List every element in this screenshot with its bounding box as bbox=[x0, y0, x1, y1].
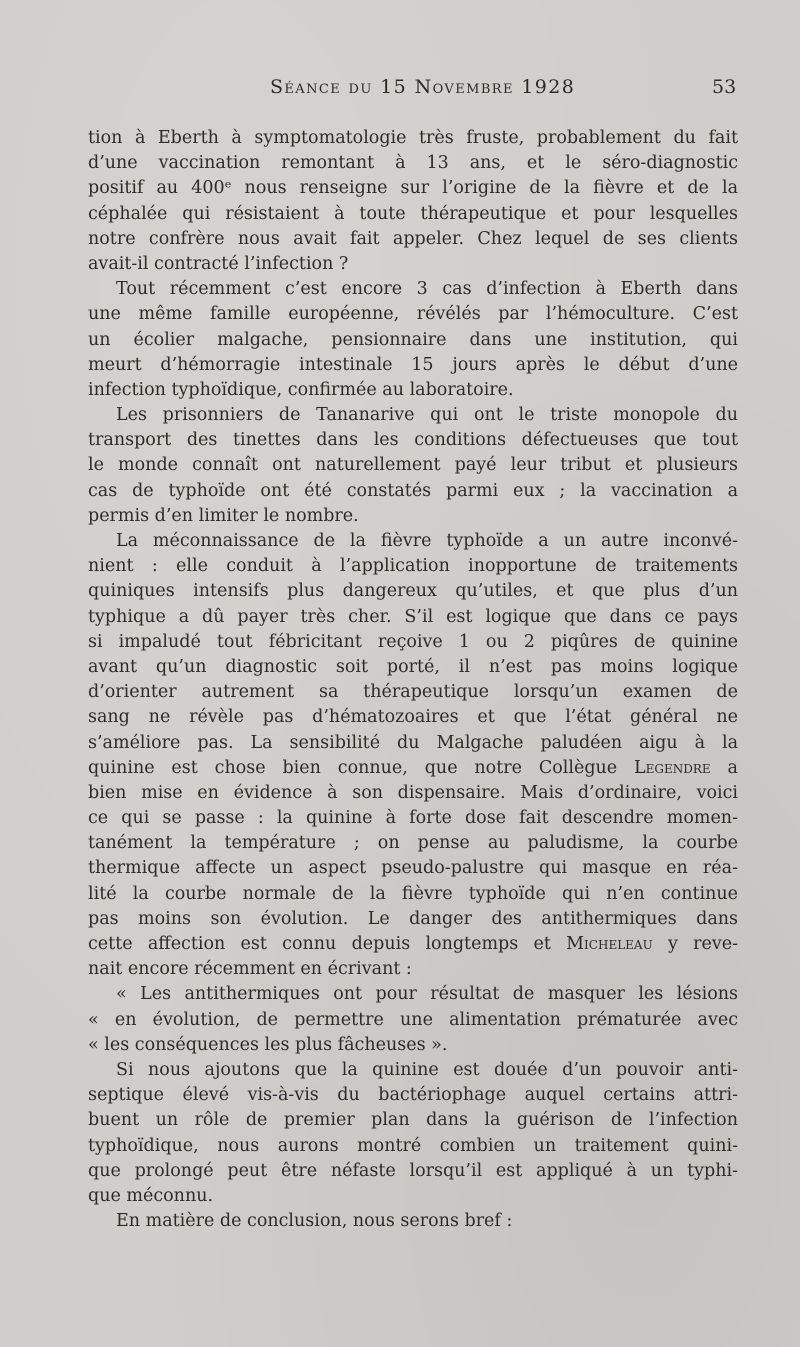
text-line: un écolier malgache, pensionnaire dans une institution, qui bbox=[88, 329, 738, 350]
quote-line: « les conséquences les plus fâcheuses ». bbox=[88, 1034, 448, 1055]
text-line: La méconnaissance de la fièvre typhoïde a un autre inconvé- bbox=[116, 531, 738, 551]
text-segment: a bbox=[710, 757, 738, 778]
text-line: Les prisonniers de Tananarive qui ont le triste monopole du bbox=[116, 405, 738, 426]
text-line: transport des tinettes dans les conditions défectueuses que tout bbox=[88, 430, 738, 451]
text-line: cas de typhoïde ont été constatés parmi eux ; la vaccination a bbox=[88, 480, 738, 501]
text-line: sang ne révèle pas d’hématozoaires et que l’état général ne bbox=[88, 707, 738, 728]
text-line: Si nous ajoutons que la quinine est douée d’un pouvoir anti- bbox=[116, 1059, 738, 1080]
text-line: d’une vaccination remontant à 13 ans, et le séro-diagnostic bbox=[88, 153, 738, 174]
text-line: si impaludé tout fébricitant reçoive 1 ou 2 piqûres de quinine bbox=[88, 631, 738, 652]
text-line: que méconnu. bbox=[88, 1185, 214, 1206]
text-line: avant qu’un diagnostic soit porté, il n’est pas moins logique bbox=[88, 656, 738, 677]
text-line: céphalée qui résistaient à toute thérapeutique et pour lesquelles bbox=[88, 203, 738, 224]
text-line: pas moins son évolution. Le danger des antithermiques dans bbox=[88, 908, 738, 929]
text-line: Tout récemment c’est encore 3 cas d’infection à Eberth dans bbox=[116, 279, 738, 300]
text-line: nait encore récemment en écrivant : bbox=[88, 959, 412, 980]
text-line: le monde connaît ont naturellement payé leur tribut et plusieurs bbox=[88, 455, 738, 476]
text-line: s’améliore pas. La sensibilité du Malgache paludéen aigu à la bbox=[88, 732, 738, 753]
text-line: tanément la température ; on pense au paludisme, la courbe bbox=[88, 833, 738, 854]
text-line: notre confrère nous avait fait appeler. Chez lequel de ses clients bbox=[88, 228, 738, 249]
text-segment: quinine est chose bien connue, que notre Collègue bbox=[88, 757, 618, 778]
text-line: une même famille européenne, révélés par l’hémoculture. C’est bbox=[88, 304, 738, 325]
text-line: typhique a dû payer très cher. S’il est logique que dans ce pays bbox=[88, 606, 738, 627]
text-line: septique élevé vis-à-vis du bactériophage auquel certains attri- bbox=[88, 1085, 738, 1106]
text-segment: y reve- bbox=[652, 934, 738, 954]
running-head bbox=[0, 72, 800, 104]
text-line: thermique affecte un aspect pseudo-palustre qui masque en réa- bbox=[88, 858, 738, 879]
text-line: infection typhoïdique, confirmée au laboratoire. bbox=[88, 379, 514, 400]
text-line: tion à Eberth à symptomatologie très fruste, probablement du fait bbox=[88, 128, 738, 148]
body-text bbox=[88, 126, 738, 1234]
text-line: avait-il contracté l’infection ? bbox=[88, 253, 349, 274]
text-line: d’orienter autrement sa thérapeutique lorsqu’un examen de bbox=[88, 682, 738, 703]
text-segment: cette affection est connu depuis longtemps et bbox=[88, 934, 551, 954]
text-line: En matière de conclusion, nous serons bref : bbox=[116, 1211, 513, 1232]
text-line: permis d’en limiter le nombre. bbox=[88, 505, 359, 526]
author-name-micheleau: Micheleau bbox=[566, 934, 653, 954]
text-line: typhoïdique, nous aurons montré combien un traitement quini- bbox=[88, 1135, 738, 1156]
running-head-title: Séance du 15 Novembre 1928 bbox=[270, 76, 576, 98]
text-line: bien mise en évidence à son dispensaire. Mais d’ordinaire, voici bbox=[88, 782, 738, 803]
text-line: lité la courbe normale de la fièvre typhoïde qui n’en continue bbox=[88, 883, 738, 904]
text-line: ce qui se passe : la quinine à forte dose fait descendre momen- bbox=[88, 808, 738, 829]
text-line: quiniques intensifs plus dangereux qu’utiles, et que plus d’un bbox=[88, 581, 738, 602]
text-line: nient : elle conduit à l’application inopportune de traitements bbox=[88, 556, 738, 577]
quote-line: « en évolution, de permettre une alimentation prématurée avec bbox=[88, 1009, 738, 1030]
text-line: buent un rôle de premier plan dans la guérison de l’infection bbox=[88, 1110, 738, 1131]
author-name-legendre: Legendre bbox=[634, 757, 711, 778]
text-line: meurt d’hémorragie intestinale 15 jours après le début d’une bbox=[88, 354, 738, 375]
text-line: positif au 400ᵉ nous renseigne sur l’origine de la fièvre et de la bbox=[88, 178, 738, 199]
text-line: que prolongé peut être néfaste lorsqu’il est appliqué à un typhi- bbox=[88, 1160, 738, 1181]
page-number: 53 bbox=[712, 76, 737, 98]
quote-line: « Les antithermiques ont pour résultat de masquer les lésions bbox=[116, 984, 738, 1005]
text-line bbox=[88, 756, 738, 781]
text-line bbox=[88, 932, 738, 957]
